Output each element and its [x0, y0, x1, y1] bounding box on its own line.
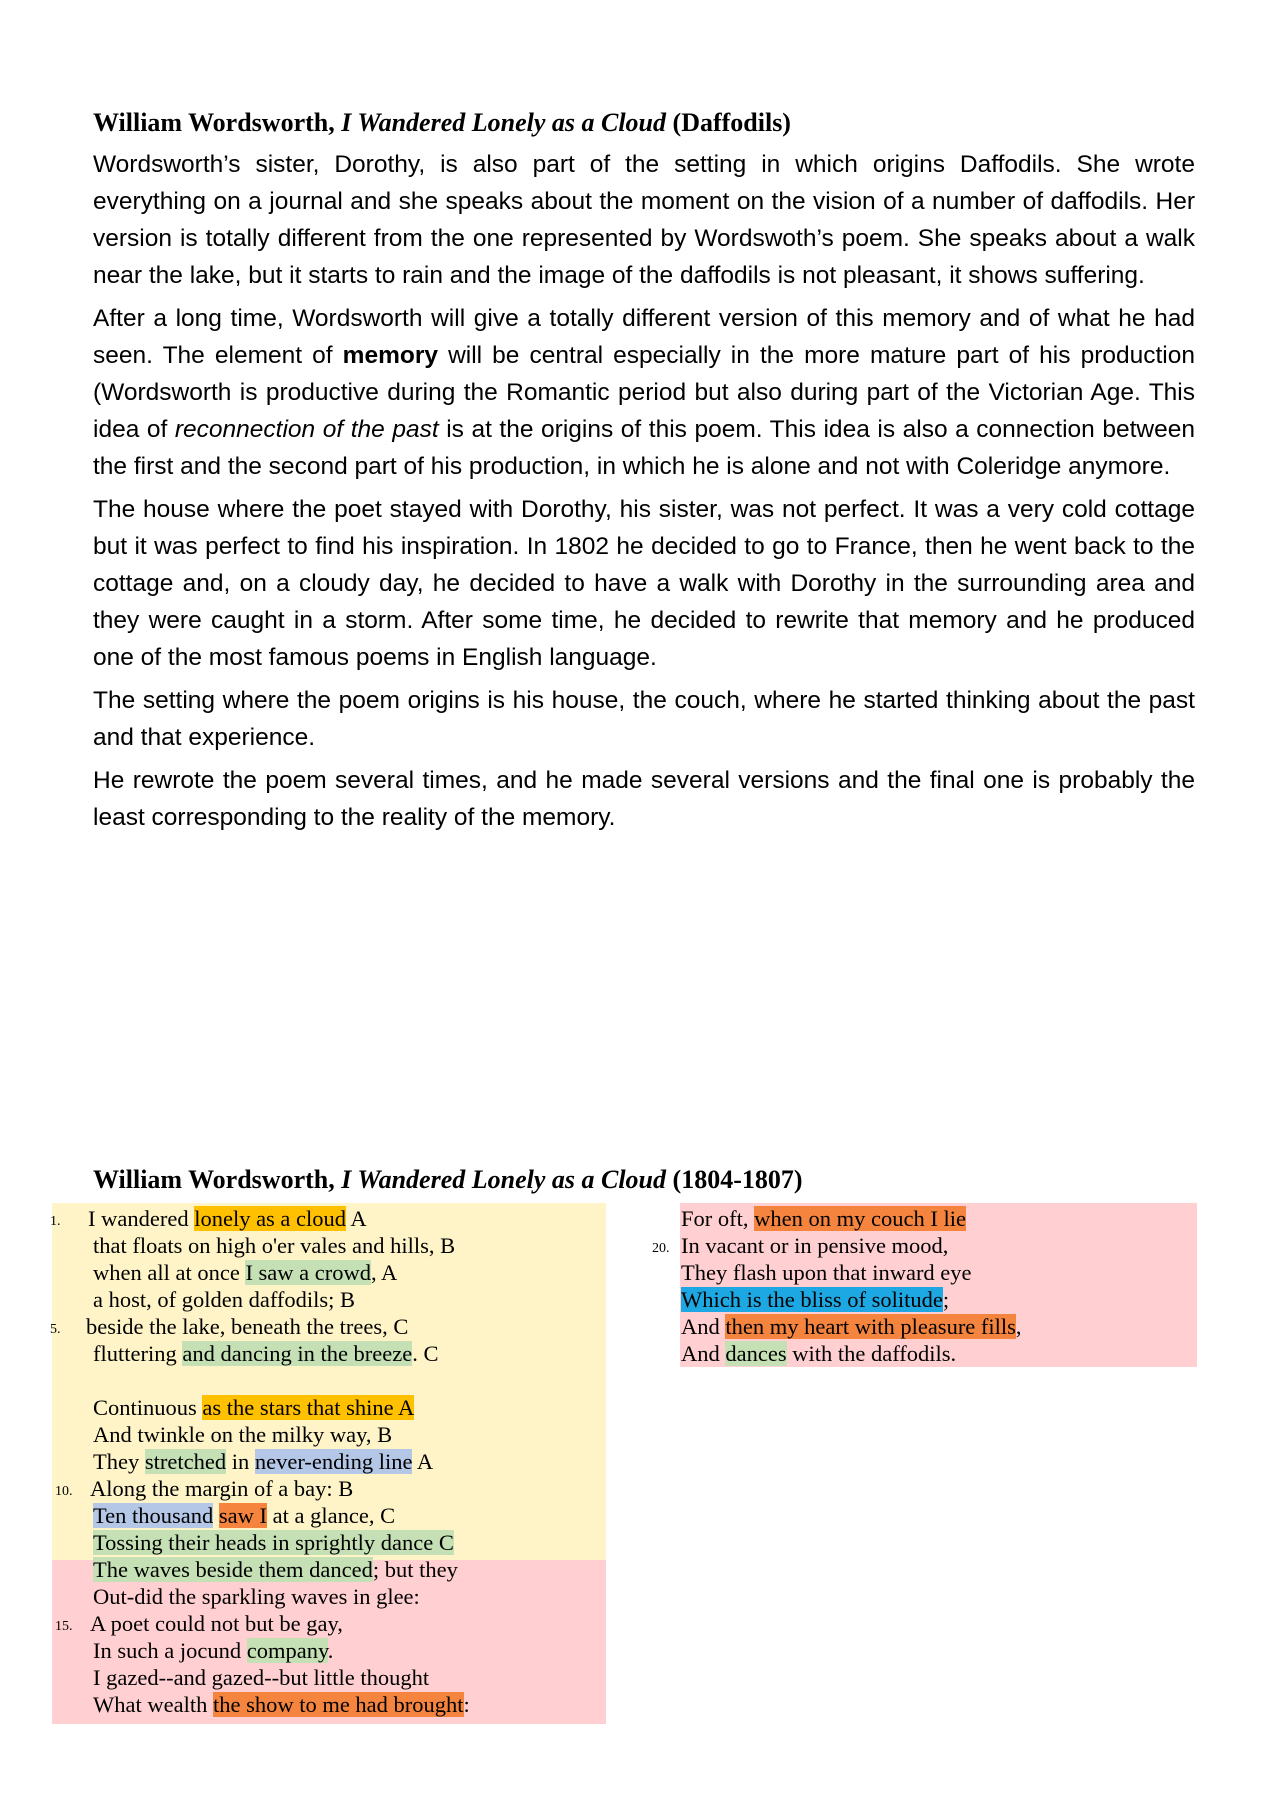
heading-suffix: (1804-1807) — [672, 1165, 803, 1194]
paragraph-2-text-a: After a long time, Wordsworth will give a totally different version of this memory and of what he had seen. The element of — [93, 305, 1195, 369]
highlight-when-on-my-couch: when on my couch I lie — [754, 1206, 966, 1231]
poem-line-11: Ten thousand saw I at a glance, C — [93, 1503, 396, 1528]
section-heading-daffodils — [93, 108, 791, 138]
highlight-as-the-stars: as the stars that shine A — [202, 1395, 415, 1420]
highlight-lonely-as-a-cloud: lonely as a cloud — [194, 1206, 347, 1231]
poem-line-7: Continuous as the stars that shine A — [93, 1395, 415, 1420]
highlight-stretched: stretched — [144, 1449, 227, 1474]
poem-line-1: I wandered lonely as a cloud A — [88, 1206, 367, 1231]
highlight-company: company — [246, 1638, 328, 1663]
highlight-tossing-their-heads: Tossing their heads in sprightly dance C — [93, 1530, 454, 1555]
paragraph-2 — [93, 300, 1195, 485]
poem-line-14: Out-did the sparkling waves in glee: — [93, 1584, 420, 1609]
poem-line-19: For oft, when on my couch I lie — [681, 1206, 966, 1231]
line-number-5: 5. — [50, 1322, 61, 1337]
paragraph-2-text-e: is at the origins of this poem. This idea is also a connection between the first and the second part of his production, in which he is alone and not with Coleridge anymore. — [93, 416, 1195, 480]
highlight-saw-i: saw I — [218, 1503, 268, 1528]
line-number-1: 1. — [50, 1214, 61, 1229]
paragraph-2-text-c: will be central especially in the more mature part of his production (Wordsworth is productive during the Romantic period but also during part of the Victorian Age. This idea of — [93, 342, 1196, 443]
highlight-bliss-of-solitude: Which is the bliss of solitude — [681, 1287, 943, 1312]
poem-line-5: beside the lake, beneath the trees, C — [86, 1314, 409, 1339]
highlight-waves-danced: The waves beside them danced — [93, 1557, 373, 1582]
reconnection-italic: reconnection of the past — [174, 416, 439, 443]
paragraph-1: Wordsworth’s sister, Dorothy, is also part of the setting in which origins Daffodils. She wrote everything on a journal and she speaks about the moment on the vision of a number of daffodils. Her version is totally different from the one represented by Wordswoth’s poem. She speaks about a walk near the lake, but it starts to rain and the image of the daffodils is not pleasant, it shows suffering. — [93, 151, 1195, 289]
poem-line-2: that floats on high o'er vales and hills, B — [93, 1233, 456, 1258]
paragraph-5: He rewrote the poem several times, and he made several versions and the final one is probably the least corresponding to the reality of the memory. — [93, 767, 1195, 831]
poem-line-9: They stretched in never-ending line A — [93, 1449, 434, 1474]
poem-line-20: In vacant or in pensive mood, — [681, 1233, 949, 1258]
poem-line-22: Which is the bliss of solitude; — [681, 1287, 950, 1312]
heading-poem-title: I Wandered Lonely as a Cloud — [341, 1165, 667, 1194]
poem-line-10: Along the margin of a bay: B — [90, 1476, 354, 1501]
poem-line-8: And twinkle on the milky way, B — [93, 1422, 393, 1447]
line-number-10: 10. — [55, 1484, 73, 1499]
line-number-15: 15. — [55, 1619, 73, 1634]
highlight-the-show: the show to me had brought — [212, 1692, 464, 1717]
highlight-never-ending-line: never-ending line — [254, 1449, 413, 1474]
highlight-ten-thousand: Ten thousand — [93, 1503, 214, 1528]
heading-author: William Wordsworth, — [93, 1165, 335, 1194]
highlight-dancing-in-the-breeze: and dancing in the breeze — [182, 1341, 413, 1366]
section-heading-poem — [93, 1165, 803, 1195]
highlight-dances: dances — [725, 1341, 787, 1366]
highlight-heart-with-pleasure: then my heart with pleasure fills — [725, 1314, 1016, 1339]
memory-bold: memory — [342, 342, 438, 369]
poem-line-6: fluttering and dancing in the breeze. C — [93, 1341, 439, 1366]
poem-line-15: A poet could not but be gay, — [90, 1611, 343, 1636]
poem-line-12 — [93, 1529, 454, 1556]
poem-line-21: They flash upon that inward eye — [681, 1260, 972, 1285]
poem-line-4: a host, of golden daffodils; B — [93, 1287, 356, 1312]
poem-line-17: I gazed--and gazed--but little thought — [93, 1665, 430, 1690]
poem-line-18: What wealth the show to me had brought: — [93, 1692, 470, 1717]
paragraph-3: The house where the poet stayed with Dorothy, his sister, was not perfect. It was a very cold cottage but it was perfect to find his inspiration. In 1802 he decided to go to France, then he went back to the cottage and, on a cloudy day, he decided to have a walk with Dorothy in the surrounding area and they were caught in a storm. After some time, he decided to rewrite that memory and he produced one of the most famous poems in English language. — [93, 496, 1195, 671]
heading-author: William Wordsworth, — [93, 108, 335, 137]
poem-line-3: when all at once I saw a crowd, A — [93, 1260, 398, 1285]
line-number-20: 20. — [652, 1241, 670, 1256]
poem-line-23: And then my heart with pleasure fills, — [681, 1314, 1022, 1339]
poem-line-16: In such a jocund company. — [93, 1638, 334, 1663]
highlight-i-saw-a-crowd: I saw a crowd — [245, 1260, 372, 1285]
poem-line-13: The waves beside them danced; but they — [93, 1557, 458, 1582]
prose-body — [93, 146, 1195, 842]
poem-line-24: And dances with the daffodils. — [681, 1341, 957, 1366]
paragraph-4: The setting where the poem origins is his house, the couch, where he started thinking about the past and that experience. — [93, 687, 1195, 751]
heading-poem-title: I Wandered Lonely as a Cloud — [341, 108, 667, 137]
heading-suffix: (Daffodils) — [672, 108, 791, 137]
